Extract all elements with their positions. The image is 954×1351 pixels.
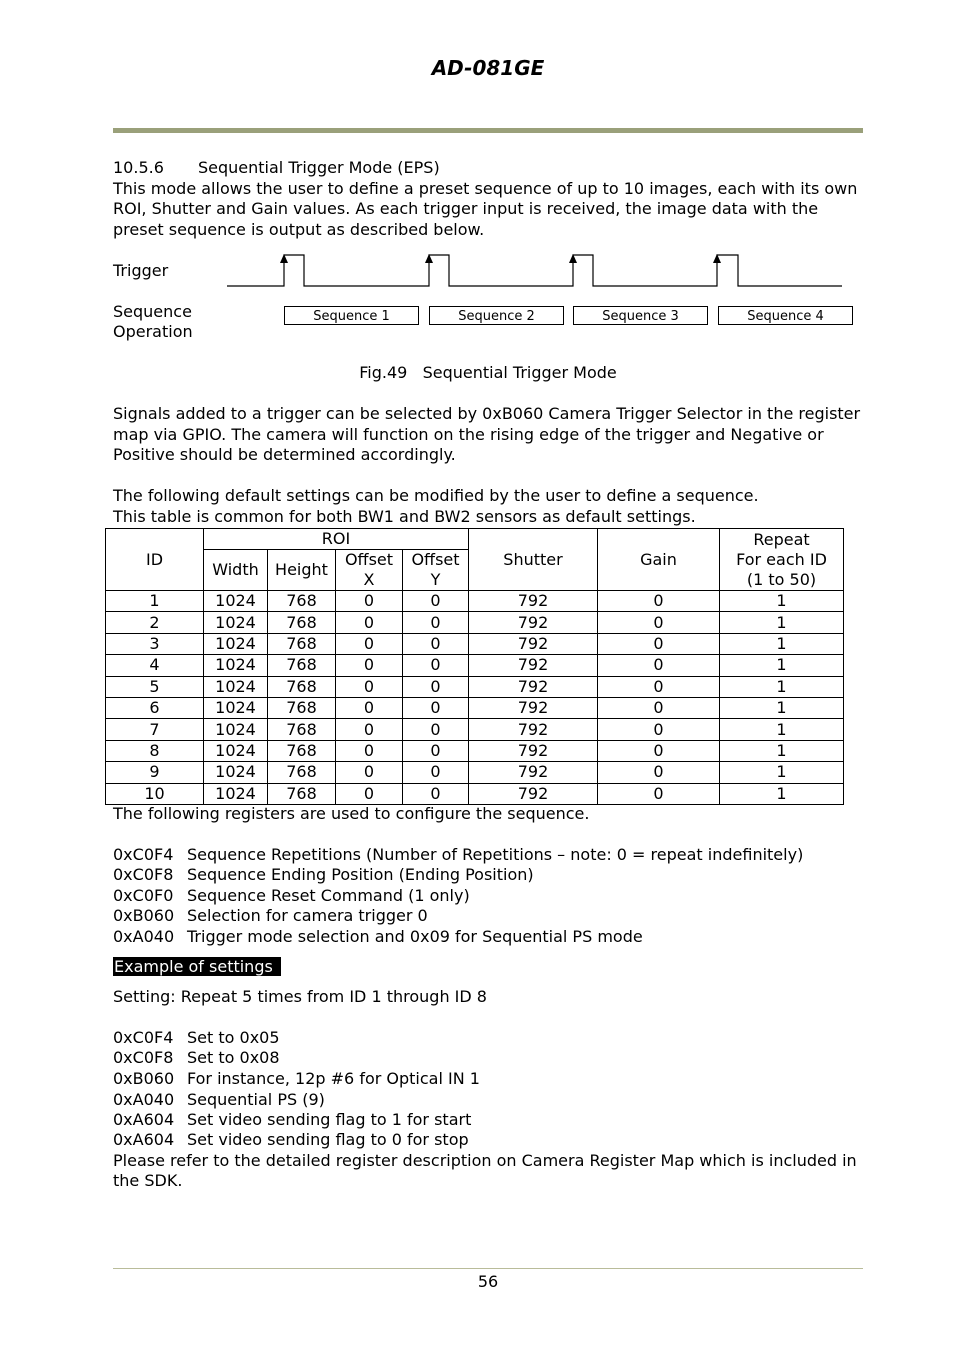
header-offset-y [403,550,469,591]
table-row [106,591,844,612]
register-code: 0xC0F8 [113,1048,174,1067]
cell-repeat: 1 [720,633,844,654]
cell-offset-y: 0 [403,676,469,697]
sequence-box-1: Sequence 1 [284,306,419,325]
reference-line: the SDK. [113,1171,183,1190]
cell-offset-x: 0 [336,612,403,633]
cell-repeat: 1 [720,719,844,740]
cell-offset-x: 0 [336,676,403,697]
register-desc: Sequential PS (9) [187,1090,325,1109]
register-code: 0xA604 [113,1110,175,1129]
cell-shutter: 792 [469,719,598,740]
cell-height: 768 [268,633,336,654]
header-offset-y-line: Y [430,570,441,589]
header-repeat-line: For each ID [736,549,827,569]
cell-repeat: 1 [720,697,844,718]
cell-offset-y: 0 [403,719,469,740]
cell-repeat: 1 [720,783,844,804]
table-row [106,740,844,761]
header-id: ID [106,529,204,591]
cell-shutter: 792 [469,697,598,718]
header-repeat-line: (1 to 50) [746,569,817,589]
cell-id: 5 [106,676,204,697]
header-repeat [720,529,844,591]
trigger-waveform [0,0,954,340]
registers-intro: The following registers are used to configure the sequence. [113,804,590,823]
cell-height: 768 [268,740,336,761]
table-row [106,783,844,804]
intro-line: ROI, Shutter and Gain values. As each trigger input is received, the image data with the [113,199,819,218]
cell-width: 1024 [204,740,268,761]
cell-repeat: 1 [720,612,844,633]
cell-id: 7 [106,719,204,740]
register-code: 0xC0F4 [113,1028,174,1047]
register-desc: Set to 0x05 [187,1028,280,1047]
figure-caption: Fig.49 Sequential Trigger Mode [359,363,617,382]
sequence-box-2: Sequence 2 [429,306,564,325]
cell-shutter: 792 [469,740,598,761]
cell-gain: 0 [598,740,720,761]
cell-offset-x: 0 [336,719,403,740]
example-step [113,1110,471,1130]
cell-id: 9 [106,762,204,783]
table-row [106,633,844,654]
register-desc: Selection for camera trigger 0 [187,906,428,925]
table-row [106,676,844,697]
cell-offset-x: 0 [336,740,403,761]
cell-height: 768 [268,719,336,740]
cell-height: 768 [268,676,336,697]
example-heading-text: Example of settings [113,957,281,976]
cell-offset-y: 0 [403,633,469,654]
register-code: 0xA040 [113,927,175,946]
cell-id: 10 [106,783,204,804]
register-code: 0xC0F0 [113,886,174,905]
register-desc: Set to 0x08 [187,1048,280,1067]
cell-gain: 0 [598,591,720,612]
example-step [113,1028,280,1048]
cell-offset-y: 0 [403,697,469,718]
cell-gain: 0 [598,633,720,654]
paragraph-line: This table is common for both BW1 and BW2 sensors as default settings. [113,507,696,526]
cell-offset-y: 0 [403,612,469,633]
cell-repeat: 1 [720,762,844,783]
register-desc: Set video sending flag to 1 for start [187,1110,472,1129]
register-line [113,927,643,947]
cell-offset-y: 0 [403,655,469,676]
cell-width: 1024 [204,612,268,633]
table-body [106,591,844,805]
cell-width: 1024 [204,719,268,740]
table-header-row [106,529,844,550]
register-code: 0xB060 [113,906,175,925]
cell-id: 4 [106,655,204,676]
cell-id: 2 [106,612,204,633]
paragraph-line: map via GPIO. The camera will function on the rising edge of the trigger and Negative or [113,425,824,444]
register-code: 0xA604 [113,1130,175,1149]
cell-gain: 0 [598,697,720,718]
cell-gain: 0 [598,719,720,740]
cell-height: 768 [268,612,336,633]
register-code: 0xA040 [113,1090,175,1109]
header-offset-y-line: Offset [411,550,460,569]
cell-repeat: 1 [720,740,844,761]
reference-line: Please refer to the detailed register description on Camera Register Map which is included in [113,1151,857,1170]
header-roi: ROI [204,529,469,550]
register-desc: Sequence Repetitions (Number of Repetitions – note: 0 = repeat indefinitely) [187,845,804,864]
register-desc: Sequence Ending Position (Ending Position) [187,865,534,884]
register-desc: For instance, 12p #6 for Optical IN 1 [187,1069,480,1088]
cell-width: 1024 [204,655,268,676]
cell-offset-y: 0 [403,740,469,761]
example-heading [113,957,281,977]
cell-gain: 0 [598,762,720,783]
paragraph-line: Signals added to a trigger can be selected by 0xB060 Camera Trigger Selector in the register [113,404,861,423]
cell-shutter: 792 [469,612,598,633]
cell-offset-x: 0 [336,591,403,612]
register-code: 0xB060 [113,1069,175,1088]
register-desc: Trigger mode selection and 0x09 for Sequential PS mode [187,927,643,946]
cell-width: 1024 [204,762,268,783]
example-step [113,1090,325,1110]
section-title: Sequential Trigger Mode (EPS) [198,158,440,177]
example-step [113,1069,480,1089]
intro-line: This mode allows the user to define a preset sequence of up to 10 images, each with its own [113,179,858,198]
example-step [113,1130,469,1150]
cell-height: 768 [268,591,336,612]
cell-gain: 0 [598,783,720,804]
cell-width: 1024 [204,676,268,697]
sequence-box-4: Sequence 4 [718,306,853,325]
example-step [113,1048,280,1068]
paragraph-line: Positive should be determined accordingly. [113,445,456,464]
cell-shutter: 792 [469,633,598,654]
section-number: 10.5.6 [113,158,164,177]
sequence-label: Sequence [113,302,192,321]
cell-gain: 0 [598,655,720,676]
register-code: 0xC0F8 [113,865,174,884]
header-offset-x [336,550,403,591]
document-title: AD-081GE [431,56,545,80]
cell-id: 3 [106,633,204,654]
cell-height: 768 [268,783,336,804]
register-line [113,886,470,906]
header-repeat-line: Repeat [753,529,810,549]
cell-repeat: 1 [720,591,844,612]
table-row [106,612,844,633]
cell-offset-x: 0 [336,697,403,718]
operation-label: Operation [113,322,193,341]
cell-offset-x: 0 [336,655,403,676]
paragraph-line: The following default settings can be modified by the user to define a sequence. [113,486,759,505]
footer-rule [113,1268,863,1269]
cell-offset-x: 0 [336,762,403,783]
cell-gain: 0 [598,612,720,633]
page-number: 56 [477,1272,499,1291]
cell-offset-y: 0 [403,762,469,783]
trigger-label: Trigger [113,261,169,280]
cell-shutter: 792 [469,655,598,676]
sequence-settings-table [105,528,844,805]
cell-gain: 0 [598,676,720,697]
intro-line: preset sequence is output as described below. [113,220,485,239]
cell-id: 1 [106,591,204,612]
register-line [113,845,803,865]
register-line [113,865,534,885]
cell-repeat: 1 [720,655,844,676]
cell-width: 1024 [204,633,268,654]
cell-height: 768 [268,655,336,676]
cell-width: 1024 [204,783,268,804]
cell-height: 768 [268,697,336,718]
register-code: 0xC0F4 [113,845,174,864]
cell-offset-x: 0 [336,633,403,654]
rising-edge-arrows [280,254,721,263]
register-desc: Sequence Reset Command (1 only) [187,886,470,905]
table-row [106,655,844,676]
register-line [113,906,428,926]
header-offset-x-line: X [363,570,375,589]
table-row [106,697,844,718]
header-offset-x-line: Offset [344,550,394,569]
cell-shutter: 792 [469,783,598,804]
register-desc: Set video sending flag to 0 for stop [187,1130,469,1149]
sequence-box-3: Sequence 3 [573,306,708,325]
cell-repeat: 1 [720,676,844,697]
header-shutter: Shutter [469,529,598,591]
cell-offset-y: 0 [403,591,469,612]
cell-width: 1024 [204,697,268,718]
cell-width: 1024 [204,591,268,612]
cell-shutter: 792 [469,591,598,612]
cell-shutter: 792 [469,676,598,697]
header-gain: Gain [598,529,720,591]
cell-id: 6 [106,697,204,718]
header-height: Height [268,550,336,591]
table-row [106,762,844,783]
cell-id: 8 [106,740,204,761]
cell-offset-x: 0 [336,783,403,804]
example-setting: Setting: Repeat 5 times from ID 1 through ID 8 [113,987,487,1006]
table-row [106,719,844,740]
cell-height: 768 [268,762,336,783]
header-width: Width [204,550,268,591]
cell-shutter: 792 [469,762,598,783]
cell-offset-y: 0 [403,783,469,804]
